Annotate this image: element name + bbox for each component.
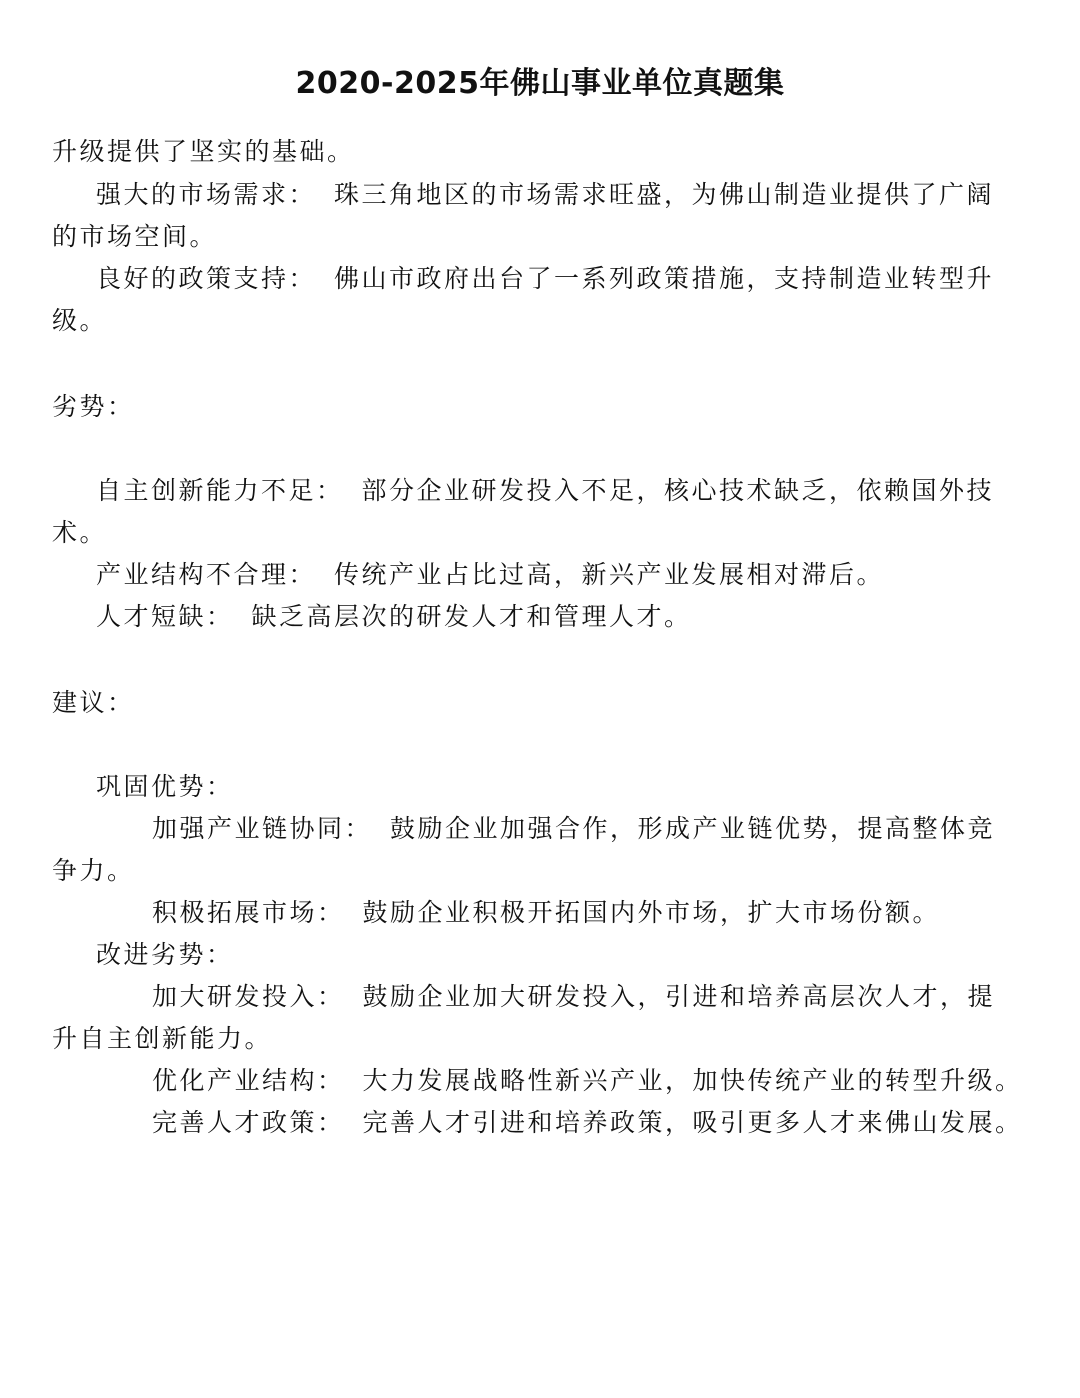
talent-shortage-text: 缺乏高层次的研发人才和管理人才。 [251, 602, 692, 631]
consolidate-heading: 巩固优势： [96, 772, 234, 801]
innovation-label: 自主创新能力不足： [96, 476, 344, 505]
talent-shortage-line [96, 599, 692, 635]
industry-structure-line [96, 557, 884, 593]
market-demand-text: 珠三角地区的市场需求旺盛，为佛山制造业提供了广阔 [334, 180, 995, 209]
innovation-line-cont: 术。 [52, 518, 108, 547]
market-expand-line [152, 895, 940, 931]
industry-structure-text: 传统产业占比过高，新兴产业发展相对滞后。 [334, 560, 885, 589]
market-demand-label: 强大的市场需求： [96, 180, 317, 209]
optimize-structure-text: 大力发展战略性新兴产业，加快传统产业的转型升级。 [362, 1066, 1023, 1095]
improve-heading: 改进劣势： [96, 940, 234, 969]
talent-policy-label: 完善人才政策： [152, 1108, 345, 1137]
market-expand-label: 积极拓展市场： [152, 898, 345, 927]
chain-synergy-text: 鼓励企业加强合作，形成产业链优势，提高整体竞 [390, 814, 996, 843]
rd-investment-line [152, 979, 995, 1015]
policy-support-text: 佛山市政府出台了一系列政策措施，支持制造业转型升 [334, 264, 995, 293]
chain-synergy-line-cont: 争力。 [52, 856, 135, 885]
policy-support-line-cont: 级。 [52, 306, 108, 335]
rd-investment-text: 鼓励企业加大研发投入，引进和培养高层次人才，提 [362, 982, 996, 1011]
optimize-structure-line [152, 1063, 1023, 1099]
talent-shortage-label: 人才短缺： [96, 602, 234, 631]
rd-investment-label: 加大研发投入： [152, 982, 345, 1011]
talent-policy-text: 完善人才引进和培养政策，吸引更多人才来佛山发展。 [362, 1108, 1023, 1137]
market-demand-line-cont: 的市场空间。 [52, 222, 218, 251]
policy-support-label: 良好的政策支持： [96, 264, 317, 293]
market-demand-line [96, 177, 994, 213]
policy-support-line [96, 261, 994, 297]
industry-structure-label: 产业结构不合理： [96, 560, 317, 589]
chain-synergy-line [152, 811, 995, 847]
page-title: 2020-2025年佛山事业单位真题集 [295, 66, 785, 101]
suggestion-heading: 建议： [52, 688, 135, 717]
talent-policy-line [152, 1105, 1023, 1141]
optimize-structure-label: 优化产业结构： [152, 1066, 345, 1095]
innovation-text: 部分企业研发投入不足，核心技术缺乏，依赖国外技 [361, 476, 995, 505]
strengths-tail-line: 升级提供了坚实的基础。 [52, 137, 355, 166]
chain-synergy-label: 加强产业链协同： [152, 814, 373, 843]
weakness-heading: 劣势： [52, 392, 135, 421]
rd-investment-line-cont: 升自主创新能力。 [52, 1024, 273, 1053]
innovation-line [96, 473, 994, 509]
market-expand-text: 鼓励企业积极开拓国内外市场，扩大市场份额。 [362, 898, 941, 927]
